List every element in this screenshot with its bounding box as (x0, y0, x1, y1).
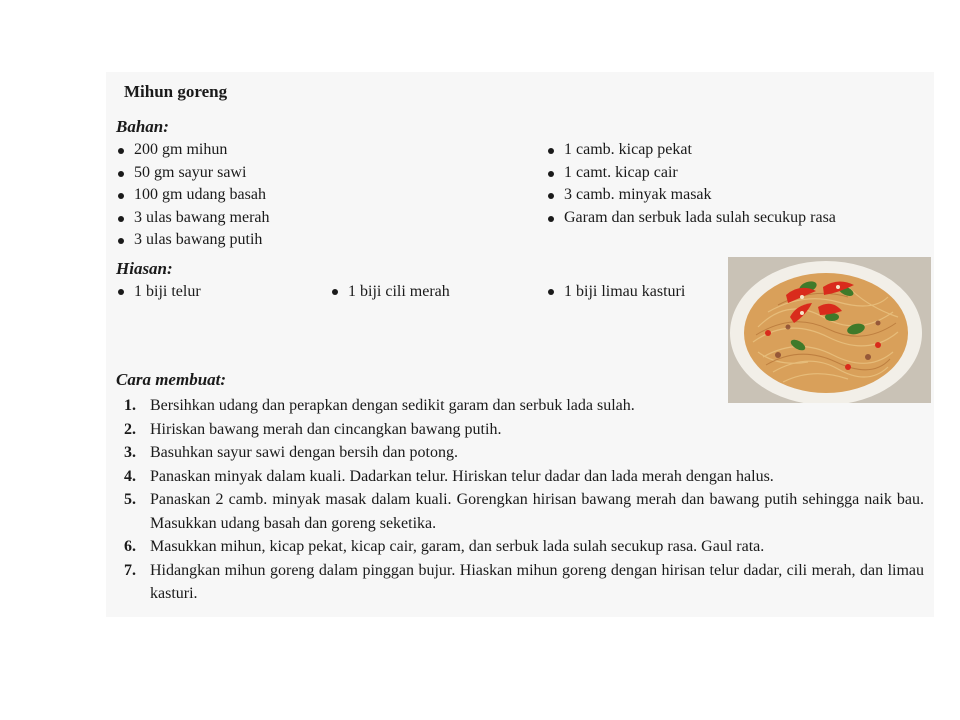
step-text: Bersihkan udang dan perapkan dengan sedikit garam dan serbuk lada sulah. (150, 397, 635, 414)
list-item (124, 418, 924, 442)
step-number: 1. (124, 397, 136, 414)
list-item: Garam dan serbuk lada sulah secukup rasa (546, 207, 836, 230)
step-number: 3. (124, 444, 136, 461)
bahan-list-right (546, 139, 836, 229)
hiasan-item-cili: 1 biji cili merah (330, 281, 450, 303)
list-item (124, 394, 710, 418)
step-text: Panaskan 2 camb. minyak masak dalam kuali. Gorengkan hirisan bawang merah dan bawang putih sehingga naik bau. Masukkan udang basah dan goreng seketika. (150, 491, 924, 532)
bahan-list-left (116, 139, 270, 252)
bahan-heading: Bahan: (116, 117, 169, 136)
recipe-title: Mihun goreng (124, 82, 228, 101)
steps-list (124, 394, 924, 606)
step-text: Masukkan mihun, kicap pekat, kicap cair, garam, dan serbuk lada sulah secukup rasa. Gaul rata. (150, 538, 765, 555)
hiasan-item-telur: 1 biji telur (116, 281, 201, 303)
list-item: 50 gm sayur sawi (116, 162, 270, 185)
step-number: 5. (124, 491, 136, 508)
fried-vermicelli-dish-photo (728, 257, 931, 403)
step-number: 2. (124, 420, 136, 438)
list-item: 3 ulas bawang merah (116, 207, 270, 230)
list-item: 1 camb. kicap pekat (546, 139, 836, 162)
dish-illustration (728, 257, 931, 403)
list-item (124, 559, 924, 606)
step-number: 6. (124, 538, 136, 555)
cara-heading: Cara membuat: (116, 370, 227, 389)
list-item (124, 441, 924, 465)
list-item: 200 gm mihun (116, 139, 270, 162)
hiasan-item-limau: 1 biji limau kasturi (546, 281, 685, 303)
hiasan-heading: Hiasan: (116, 259, 173, 278)
step-text: Hidangkan mihun goreng dalam pinggan bujur. Hiaskan mihun goreng dengan hirisan telur dadar, cili merah, dan limau kasturi. (150, 561, 924, 602)
list-item: 3 camb. minyak masak (546, 184, 836, 207)
list-item (124, 488, 924, 535)
list-item (124, 465, 924, 489)
list-item: 100 gm udang basah (116, 184, 270, 207)
list-item (124, 535, 924, 559)
step-text: Panaskan minyak dalam kuali. Dadarkan telur. Hiriskan telur dadar dan lada merah dengan halus. (150, 467, 774, 485)
step-number: 4. (124, 467, 136, 485)
step-text: Hiriskan bawang merah dan cincangkan bawang putih. (150, 420, 502, 438)
list-item: 1 camt. kicap cair (546, 162, 836, 185)
step-number: 7. (124, 561, 136, 579)
list-item: 3 ulas bawang putih (116, 229, 270, 252)
step-text: Basuhkan sayur sawi dengan bersih dan potong. (150, 444, 458, 461)
